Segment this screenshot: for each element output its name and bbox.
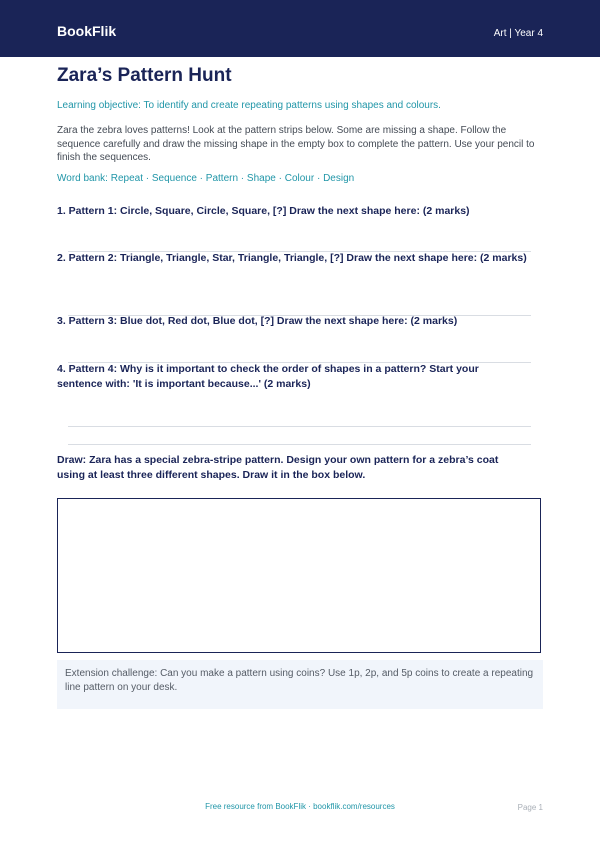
drawing-box[interactable] [57,498,541,653]
subject-year-label: Art | Year 4 [493,28,543,39]
extension-challenge: Extension challenge: Can you make a pattern using coins? Use 1p, 2p, and 5p coins to create a repeating line pattern on your desk. [57,660,543,709]
draw-task: Draw: Zara has a special zebra-stripe pattern. Design your own pattern for a zebra’s coat using at least three different shapes. Draw it in the box below. [57,454,499,481]
word-bank: Word bank: Repeat · Sequence · Pattern · Shape · Colour · Design [57,173,355,184]
learning-objective: Learning objective: To identify and create repeating patterns using shapes and colours. [57,100,441,111]
footer-source: Free resource from BookFlik · bookflik.com/resources [205,802,395,811]
answer-line [68,426,531,427]
question-3: 3. Pattern 3: Blue dot, Red dot, Blue dot, [?] Draw the next shape here: (2 marks) [57,315,458,327]
question-1: 1. Pattern 1: Circle, Square, Circle, Square, [?] Draw the next shape here: (2 marks) [57,205,470,217]
worksheet-title: Zara’s Pattern Hunt [57,65,232,86]
question-2: 2. Pattern 2: Triangle, Triangle, Star, Triangle, Triangle, [?] Draw the next shape here: (2 marks) [57,252,527,264]
intro-paragraph: Zara the zebra loves patterns! Look at the pattern strips below. Some are missing a shape. Follow the sequence carefully and draw the missing shape in the empty box to complete the pattern. Use your pencil to finish the sequences. [57,125,535,163]
answer-line [68,444,531,445]
question-4: 4. Pattern 4: Why is it important to check the order of shapes in a pattern? Start your sentence with: 'It is important because...' (2 marks) [57,363,479,390]
page-number: Page 1 [517,803,543,812]
brand-logo: BookFlik [57,23,117,39]
page-header [0,0,600,57]
